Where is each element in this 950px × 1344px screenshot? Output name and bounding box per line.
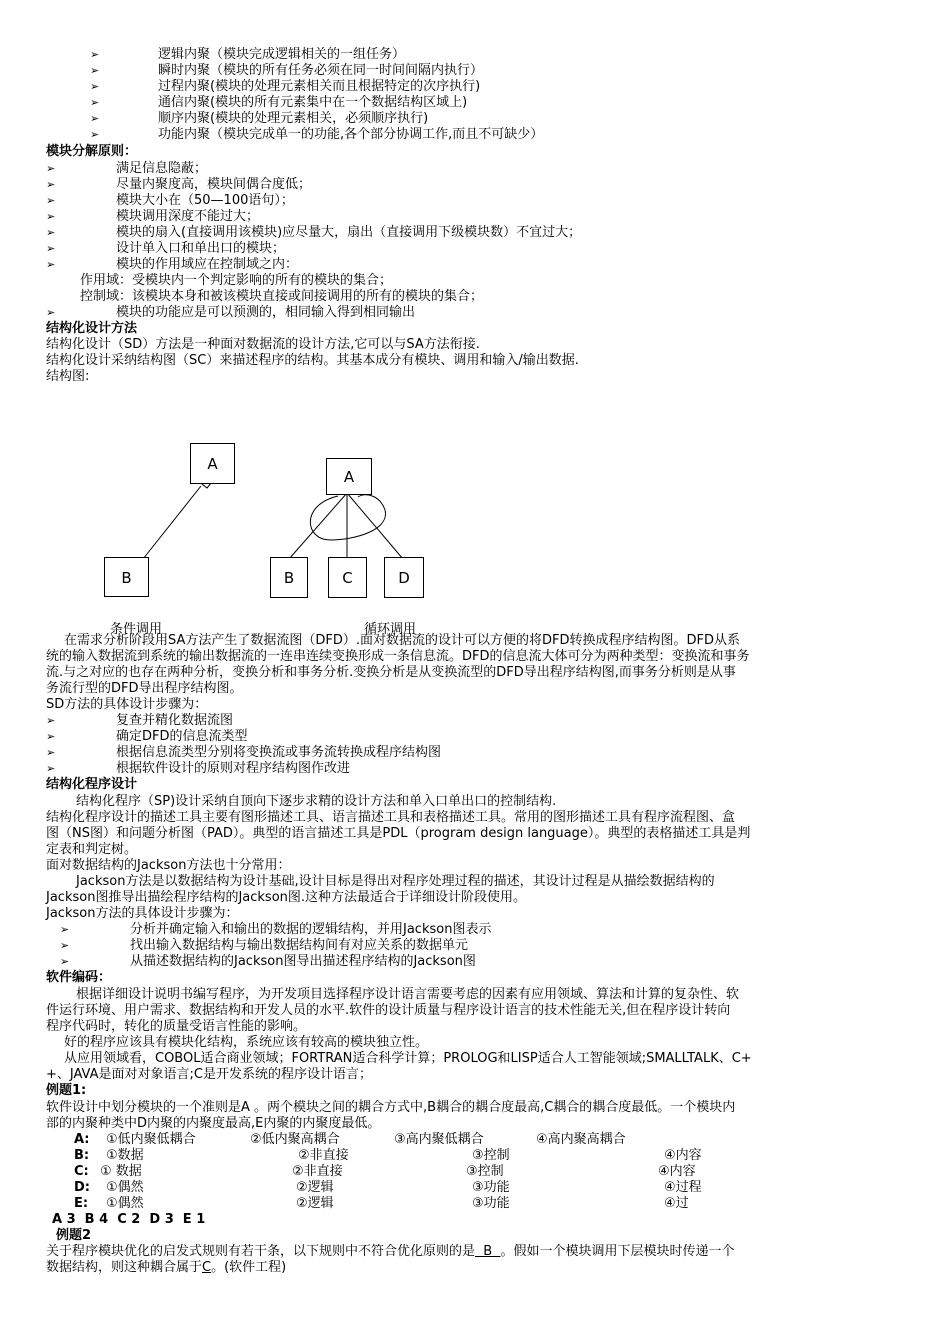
paragraph-line: 务流行型的DFD导出程序结构图。 xyxy=(46,681,243,696)
option: ④内容 xyxy=(664,1148,702,1163)
module-box: C xyxy=(328,557,367,598)
diagram-caption: 循环调用 xyxy=(364,622,417,637)
arrow-bullet-icon: ➢ xyxy=(46,226,56,239)
section-heading: 结构化设计方法 xyxy=(46,321,138,336)
module-box: B xyxy=(104,557,149,597)
option: ④内容 xyxy=(658,1164,696,1179)
arrow-bullet-icon: ➢ xyxy=(90,80,100,93)
paragraph-line: 好的程序应该具有模块化结构，系统应该有较高的模块独立性。 xyxy=(64,1035,429,1050)
loop-arc-icon xyxy=(310,495,385,540)
paragraph-line: Jackson方法的具体设计步骤为： xyxy=(46,906,239,921)
option: ④高内聚高耦合 xyxy=(536,1132,626,1147)
option: ③高内聚低耦合 xyxy=(394,1132,484,1147)
module-box: A xyxy=(190,443,235,484)
option: ②非直接 xyxy=(292,1164,343,1179)
option: ① 数据 xyxy=(100,1164,142,1179)
module-box: B xyxy=(270,557,308,598)
module-box: D xyxy=(384,557,424,598)
section-heading: 软件编码： xyxy=(46,970,112,985)
call-edge xyxy=(347,493,403,559)
paragraph-line: 流.与之对应的也存在两种分析，变换分析和事务分析.变换分析是从变换流型的DFD导出程序结构图,而事务分析则是从事 xyxy=(46,665,736,680)
option: ①低内聚低耦合 xyxy=(106,1132,196,1147)
option: ①数据 xyxy=(106,1148,144,1163)
arrow-bullet-icon: ➢ xyxy=(46,210,56,223)
arrow-bullet-icon: ➢ xyxy=(46,194,56,207)
paragraph-line: 定表和判定树。 xyxy=(46,842,138,857)
section-heading: 结构化程序设计 xyxy=(46,777,138,792)
paragraph-line: 统的输入数据流到系统的输出数据流的一连串连续变换形成一条信息流。DFD的信息流大体可分为两种类型：变换流和事务 xyxy=(46,649,750,664)
section-heading: 模块分解原则： xyxy=(46,144,138,159)
option: ③控制 xyxy=(466,1164,504,1179)
option: ①偶然 xyxy=(106,1180,144,1195)
diagram-caption: 条件调用 xyxy=(110,622,163,637)
question-line: 部的内聚种类中D内聚的内聚度最高,E内聚的内聚度最低。 xyxy=(46,1116,381,1131)
option: ②非直接 xyxy=(298,1148,349,1163)
paragraph-line: SD方法的具体设计步骤为： xyxy=(46,697,208,712)
paragraph-line: 结构化设计采纳结构图（SC）来描述程序的结构。其基本成分有模块、调用和输入/输出数据. xyxy=(46,353,579,368)
paragraph-line: 程序代码时，转化的质量受语言性能的影响。 xyxy=(46,1019,307,1034)
arrow-bullet-icon: ➢ xyxy=(46,730,56,743)
module-box: A xyxy=(326,458,372,495)
example-heading: 例题1: xyxy=(46,1083,87,1098)
arrow-bullet-icon: ➢ xyxy=(60,939,70,952)
call-edge xyxy=(289,493,347,559)
arrow-bullet-icon: ➢ xyxy=(60,955,70,968)
arrow-bullet-icon: ➢ xyxy=(46,162,56,175)
option: ④过 xyxy=(664,1196,689,1211)
paragraph-line: Jackson图推导出描绘程序结构的Jackson图.这种方法最适合于详细设计阶段使用。 xyxy=(46,890,527,905)
paragraph-line: 图（NS图）和问题分析图（PAD）。典型的语言描述工具是PDL（program design language）。典型的表格描述工具是判 xyxy=(46,826,751,841)
option: ③控制 xyxy=(472,1148,510,1163)
paragraph-line: 结构图: xyxy=(46,369,90,384)
paragraph-line: +、JAVA是面对对象语言;C是开发系统的程序设计语言； xyxy=(46,1067,372,1082)
question-line: 软件设计中划分模块的一个准则是A 。两个模块之间的耦合方式中,B耦合的耦合度最高,C耦合的耦合度最低。一个模块内 xyxy=(46,1100,736,1115)
arrow-bullet-icon: ➢ xyxy=(90,64,100,77)
option: ③功能 xyxy=(472,1180,510,1195)
arrow-bullet-icon: ➢ xyxy=(90,96,100,109)
control-definition: 控制域：该模块本身和被该模块直接或间接调用的所有的模块的集合； xyxy=(80,289,484,304)
arrow-bullet-icon: ➢ xyxy=(46,746,56,759)
arrow-bullet-icon: ➢ xyxy=(46,762,56,775)
paragraph-line: 结构化程序（SP)设计采纳自顶向下逐步求精的设计方法和单入口单出口的控制结构. xyxy=(76,794,557,809)
example-heading: 例题2 xyxy=(56,1228,92,1243)
option: ②逻辑 xyxy=(296,1180,334,1195)
arrow-bullet-icon: ➢ xyxy=(46,178,56,191)
arrow-bullet-icon: ➢ xyxy=(90,48,100,61)
call-edge xyxy=(143,486,201,559)
option: ④过程 xyxy=(664,1180,702,1195)
option: ①偶然 xyxy=(106,1196,144,1211)
answer-blank: C xyxy=(202,1260,212,1275)
paragraph-line: 从应用领域看，COBOL适合商业领域；FORTRAN适合科学计算；PROLOG和LISP适合人工智能领域;SMALLTALK、C+ xyxy=(64,1051,752,1066)
option: ②逻辑 xyxy=(296,1196,334,1211)
paragraph-line: 面对数据结构的Jackson方法也十分常用： xyxy=(46,858,291,873)
arrow-bullet-icon: ➢ xyxy=(90,128,100,141)
answer-key: A 3 B 4 C 2 D 3 E 1 xyxy=(52,1212,206,1227)
arrow-bullet-icon: ➢ xyxy=(46,714,56,727)
arrow-bullet-icon: ➢ xyxy=(60,923,70,936)
scope-definition: 作用域：受模块内一个判定影响的所有的模块的集合； xyxy=(80,273,393,288)
paragraph-line: 结构化设计（SD）方法是一种面对数据流的设计方法,它可以与SA方法衔接. xyxy=(46,337,480,352)
option: ③功能 xyxy=(472,1196,510,1211)
answer-blank: B xyxy=(475,1244,501,1259)
paragraph-line: 在需求分析阶段用SA方法产生了数据流图（DFD）.面对数据流的设计可以方便的将DFD转换成程序结构图。DFD从系 xyxy=(64,633,741,648)
paragraph-line: 根据详细设计说明书编写程序，为开发项目选择程序设计语言需要考虑的因素有应用领域、算法和计算的复杂性、软 xyxy=(76,987,740,1002)
arrow-bullet-icon: ➢ xyxy=(90,112,100,125)
paragraph-line: Jackson方法是以数据结构为设计基础,设计目标是得出对程序处理过程的描述，其设计过程是从描绘数据结构的 xyxy=(76,874,715,889)
paragraph-line: 件运行环境、用户需求、数据结构和开发人员的水平.软件的设计质量与程序设计语言的技术性能无关,但在程序设计转向 xyxy=(46,1003,731,1018)
option: ②低内聚高耦合 xyxy=(250,1132,340,1147)
paragraph-line: 结构化程序设计的描述工具主要有图形描述工具、语言描述工具和表格描述工具。常用的图形描述工具有程序流程图、盒 xyxy=(46,810,736,825)
arrow-bullet-icon: ➢ xyxy=(46,258,56,271)
arrow-bullet-icon: ➢ xyxy=(46,306,56,319)
arrow-bullet-icon: ➢ xyxy=(46,242,56,255)
